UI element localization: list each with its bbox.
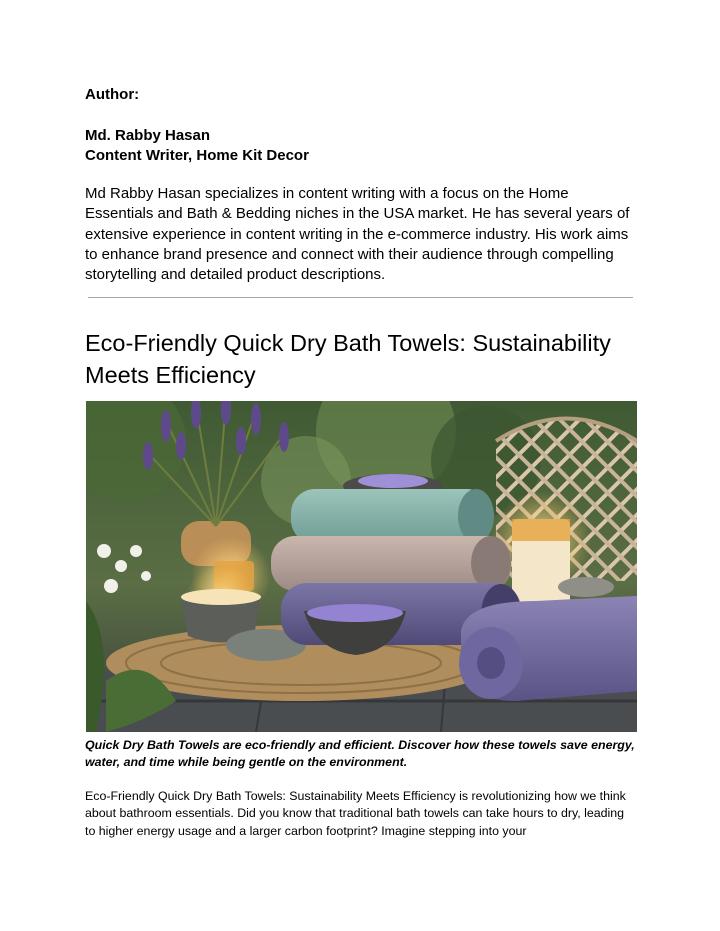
section-divider [88,297,633,298]
article-title: Eco-Friendly Quick Dry Bath Towels: Sustainability Meets Efficiency [85,330,611,388]
author-label: Author: [85,86,140,103]
author-name: Md. Rabby Hasan [85,127,211,144]
article-intro: Eco-Friendly Quick Dry Bath Towels: Sustainability Meets Efficiency is revolutionizing how we think about bathroom essentials. Did you know that traditional bath towels can take hours to dry, leading to higher energy usage and a larger carbon footprint? Imagine stepping into your [85,789,626,838]
author-bio: Md Rabby Hasan specializes in content writing with a focus on the Home Essentials and Bath & Bedding niches in the USA market. He has several years of extensive experience in content writing in the e-commerce industry. His work aims to enhance brand presence and connect with their audience through compelling storytelling and detailed product descriptions. [85,185,630,284]
author-role: Content Writer, Home Kit Decor [85,147,309,164]
hero-image [86,401,637,732]
image-caption: Quick Dry Bath Towels are eco-friendly and efficient. Discover how these towels save energy, water, and time while being gentle on the environment. [85,738,635,769]
